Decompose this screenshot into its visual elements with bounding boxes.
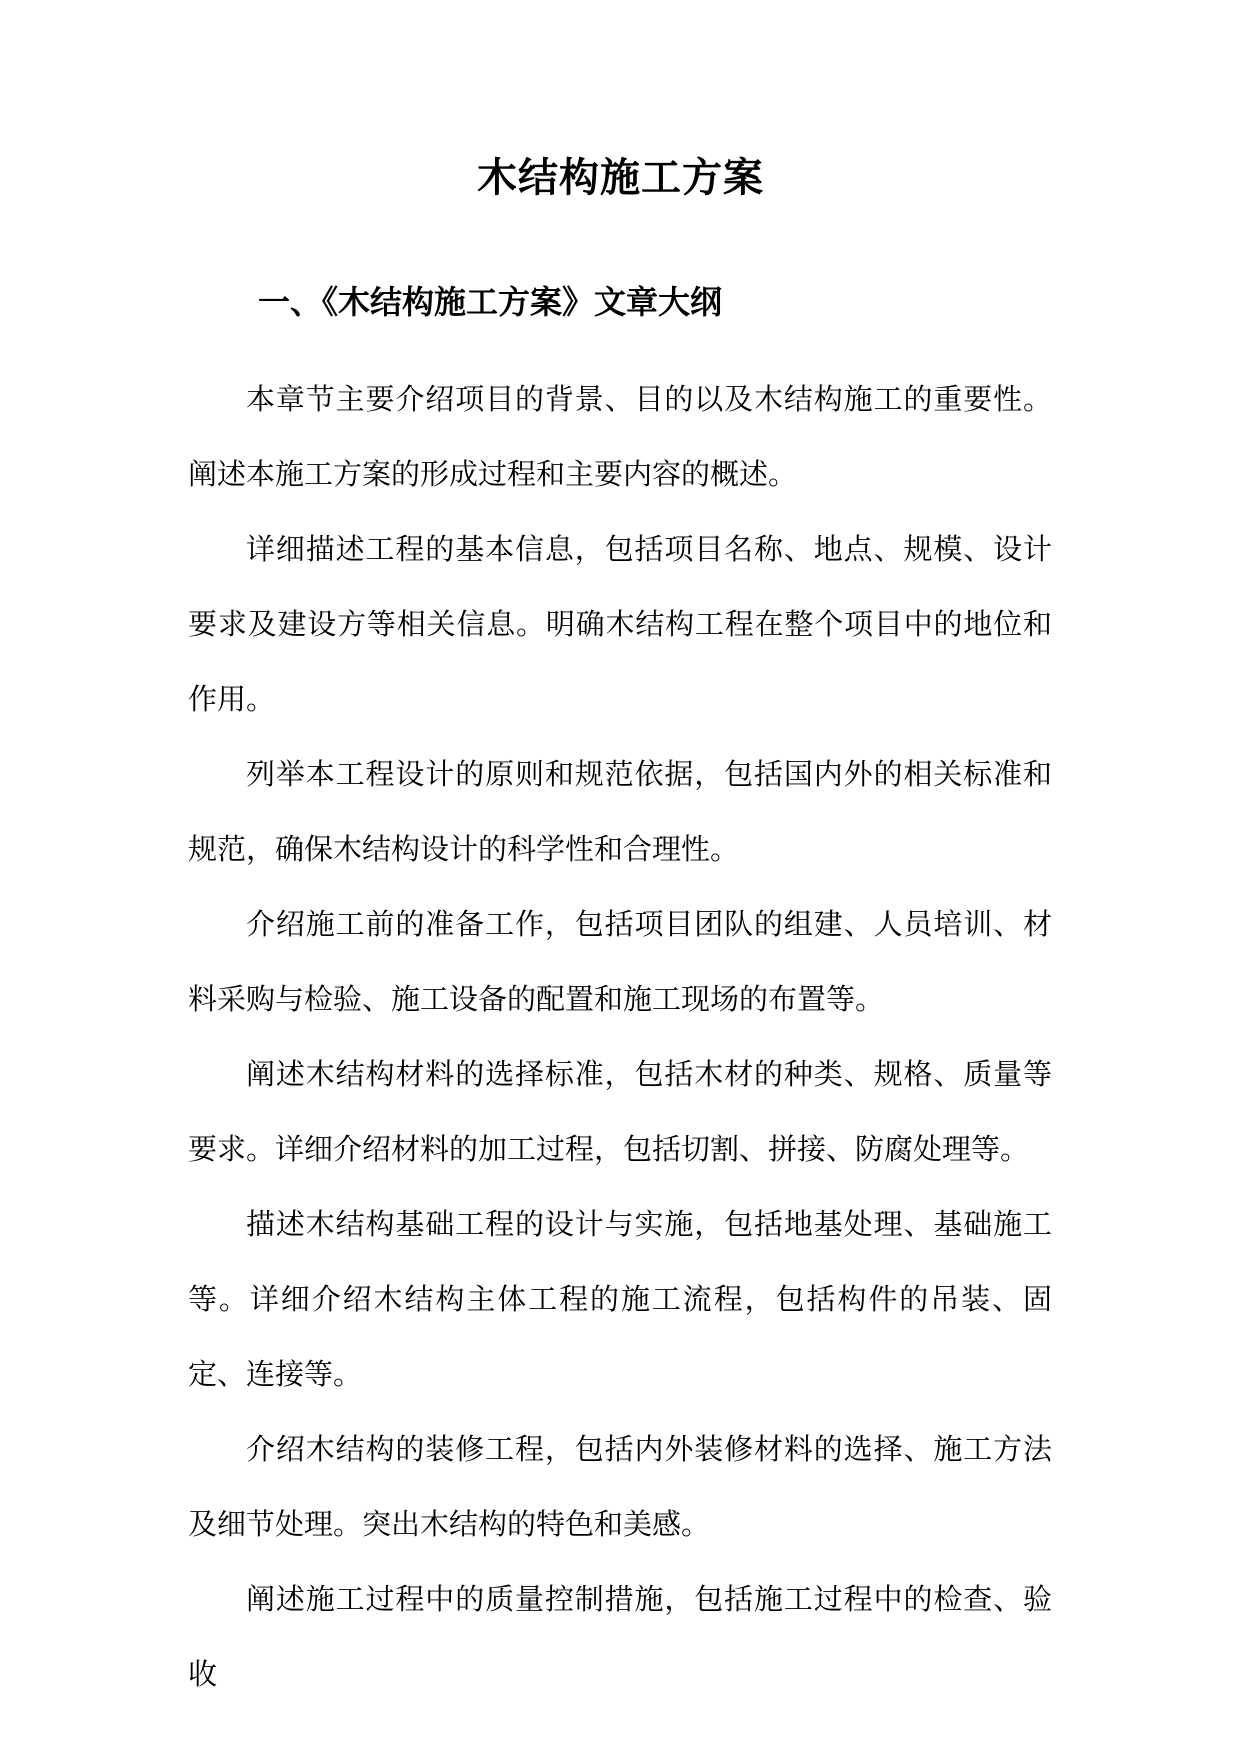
paragraph-foundation-main-structure: 描述木结构基础工程的设计与实施，包括地基处理、基础施工等。详细介绍木结构主体工程的施工流程，包括构件的吊装、固定、连接等。: [188, 1207, 1052, 1391]
section-heading: 一、《木结构施工方案》文章大纲: [258, 283, 723, 321]
paragraph-decoration: 介绍木结构的装修工程，包括内外装修材料的选择、施工方法及细节处理。突出木结构的特色和美感。: [188, 1432, 1052, 1541]
paragraph-materials: 阐述木结构材料的选择标准，包括木材的种类、规格、质量等要求。详细介绍材料的加工过程，包括切割、拼接、防腐处理等。: [188, 1057, 1052, 1166]
paragraph-background: 本章节主要介绍项目的背景、目的以及木结构施工的重要性。阐述本施工方案的形成过程和主要内容的概述。: [188, 382, 1052, 491]
paragraph-project-info: 详细描述工程的基本信息，包括项目名称、地点、规模、设计要求及建设方等相关信息。明确木结构工程在整个项目中的地位和作用。: [188, 532, 1052, 716]
paragraph-design-principles: 列举本工程设计的原则和规范依据，包括国内外的相关标准和规范，确保木结构设计的科学性和合理性。: [188, 757, 1052, 866]
document-body: [188, 362, 1052, 1712]
document-title: 木结构施工方案: [477, 154, 764, 201]
paragraph-quality-control: 阐述施工过程中的质量控制措施，包括施工过程中的检查、验收: [188, 1582, 1052, 1691]
paragraph-preparation: 介绍施工前的准备工作，包括项目团队的组建、人员培训、材料采购与检验、施工设备的配置和施工现场的布置等。: [188, 907, 1052, 1016]
